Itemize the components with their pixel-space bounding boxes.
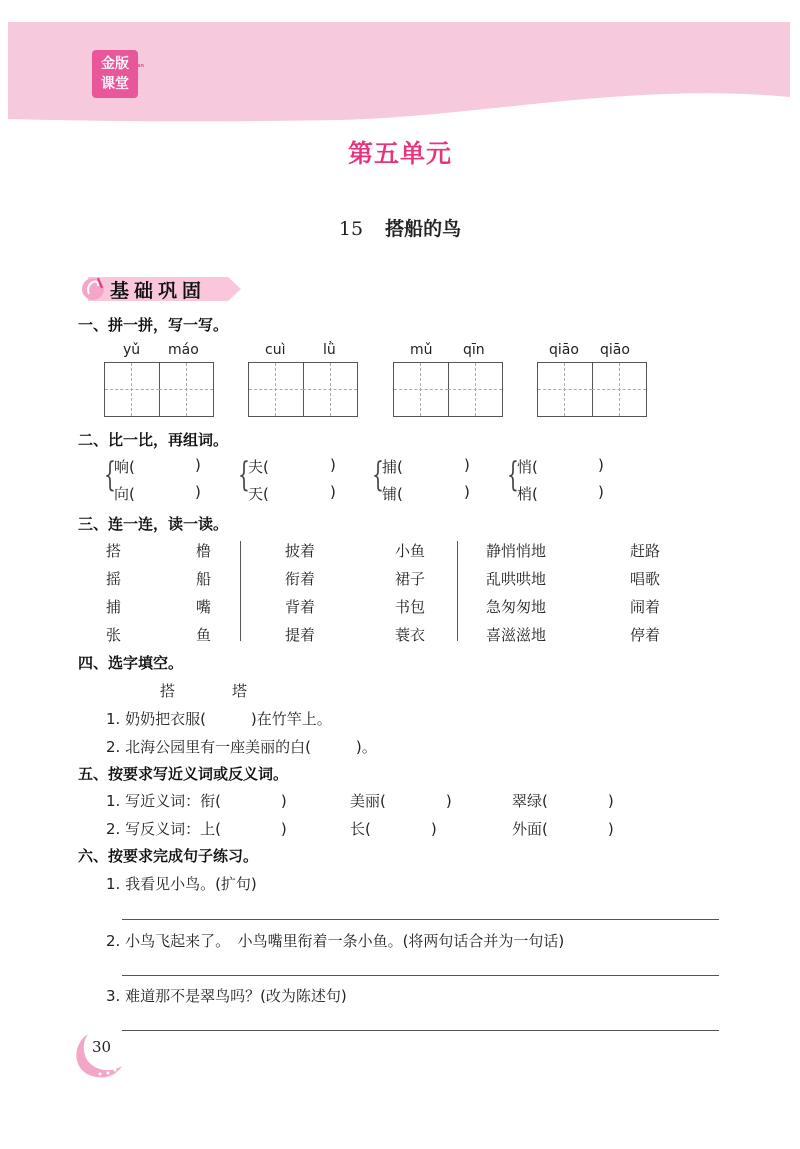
column-divider xyxy=(457,541,458,641)
logo-line1: 金版 xyxy=(101,56,129,72)
brace: { xyxy=(104,455,116,495)
compare-char: 夫( xyxy=(248,458,269,476)
paren-close: ) xyxy=(195,456,201,474)
pinyin: qiāo xyxy=(600,342,630,358)
compare-char: 向( xyxy=(114,485,135,503)
match-word[interactable]: 急匆匆地 xyxy=(486,598,547,616)
writing-grid[interactable] xyxy=(393,362,503,417)
paren-close: ) xyxy=(598,483,604,501)
match-word[interactable]: 衔着 xyxy=(285,570,316,588)
choice-char: 搭 xyxy=(160,682,176,700)
logo-small: jinban xyxy=(126,63,144,69)
match-word[interactable]: 捕 xyxy=(106,598,122,616)
answer-line[interactable] xyxy=(122,919,719,920)
lesson-number: 15 xyxy=(338,218,364,240)
synonym-item[interactable]: 翠绿( ) xyxy=(512,792,614,810)
match-word[interactable]: 唱歌 xyxy=(630,570,661,588)
match-word[interactable]: 乱哄哄地 xyxy=(486,570,547,588)
paren-close: ) xyxy=(330,483,336,501)
match-word[interactable]: 提着 xyxy=(285,626,316,644)
antonym-item[interactable]: 外面( ) xyxy=(512,820,614,838)
pinyin: qīn xyxy=(463,342,485,358)
match-word[interactable]: 搭 xyxy=(106,542,122,560)
match-word[interactable]: 鱼 xyxy=(196,626,212,644)
synonym-item[interactable]: 1. 写近义词：衔( ) xyxy=(106,792,287,810)
paren-close: ) xyxy=(598,456,604,474)
match-word[interactable]: 喜滋滋地 xyxy=(486,626,547,644)
section-label: 基础巩固 xyxy=(110,280,207,302)
choice-char: 塔 xyxy=(232,682,248,700)
synonym-item[interactable]: 美丽( ) xyxy=(350,792,452,810)
match-word[interactable]: 书包 xyxy=(395,598,426,616)
pinyin: mǔ xyxy=(410,342,433,358)
brace: { xyxy=(372,455,384,495)
lesson-title xyxy=(0,214,800,241)
match-word[interactable]: 裙子 xyxy=(395,570,426,588)
match-word[interactable]: 嘴 xyxy=(196,598,212,616)
paren-close: ) xyxy=(464,456,470,474)
writing-grid[interactable] xyxy=(104,362,214,417)
q3-title: 三、连一连，读一读。 xyxy=(78,515,229,533)
paren-close: ) xyxy=(195,483,201,501)
writing-grid[interactable] xyxy=(537,362,647,417)
paren-close: ) xyxy=(464,483,470,501)
sentence-task: 2. 小鸟飞起来了。 小鸟嘴里衔着一条小鱼。(将两句话合并为一句话) xyxy=(106,932,565,950)
pinyin: yǔ xyxy=(123,342,141,358)
match-word[interactable]: 背着 xyxy=(285,598,316,616)
pinyin: lǜ xyxy=(323,342,336,358)
fill-sentence[interactable]: 1. 奶奶把衣服( )在竹竿上。 xyxy=(106,710,332,728)
antonym-item[interactable]: 2. 写反义词：上( ) xyxy=(106,820,287,838)
compare-char: 悄( xyxy=(517,458,538,476)
compare-char: 铺( xyxy=(382,485,403,503)
writing-grid[interactable] xyxy=(248,362,358,417)
q1-title: 一、拼一拼，写一写。 xyxy=(78,316,229,334)
antonym-item[interactable]: 长( ) xyxy=(350,820,437,838)
page-number: 30 xyxy=(92,1038,112,1056)
sentence-task: 1. 我看见小鸟。(扩句) xyxy=(106,875,257,893)
pinyin: qiāo xyxy=(549,342,579,358)
q2-title: 二、比一比，再组词。 xyxy=(78,431,229,449)
pinyin: máo xyxy=(168,342,199,358)
match-word[interactable]: 披着 xyxy=(285,542,316,560)
match-word[interactable]: 蓑衣 xyxy=(395,626,426,644)
q5-title: 五、按要求写近义词或反义词。 xyxy=(78,765,289,783)
match-word[interactable]: 摇 xyxy=(106,570,122,588)
q4-title: 四、选字填空。 xyxy=(78,654,184,672)
fill-sentence[interactable]: 2. 北海公园里有一座美丽的白( )。 xyxy=(106,738,377,756)
unit-title: 第五单元 xyxy=(347,139,452,168)
match-word[interactable]: 静悄悄地 xyxy=(486,542,547,560)
match-word[interactable]: 张 xyxy=(106,626,122,644)
match-word[interactable]: 闹着 xyxy=(630,598,661,616)
moon-icon xyxy=(70,1032,130,1080)
match-word[interactable]: 船 xyxy=(196,570,212,588)
pinyin: cuì xyxy=(265,342,286,358)
answer-line[interactable] xyxy=(122,1030,719,1031)
match-word[interactable]: 赶路 xyxy=(630,542,661,560)
compare-char: 梢( xyxy=(517,485,538,503)
q6-title: 六、按要求完成句子练习。 xyxy=(78,847,259,865)
compare-char: 捕( xyxy=(382,458,403,476)
match-word[interactable]: 小鱼 xyxy=(395,542,426,560)
paren-close: ) xyxy=(330,456,336,474)
brace: { xyxy=(507,455,519,495)
publisher-logo xyxy=(92,50,144,98)
lesson-name: 搭船的鸟 xyxy=(385,218,462,240)
match-word[interactable]: 橹 xyxy=(196,542,212,560)
section-badge xyxy=(78,274,243,304)
brace: { xyxy=(238,455,250,495)
sentence-task: 3. 难道那不是翠鸟吗？(改为陈述句) xyxy=(106,987,347,1005)
answer-line[interactable] xyxy=(122,975,719,976)
compare-char: 响( xyxy=(114,458,135,476)
column-divider xyxy=(240,541,241,641)
compare-char: 天( xyxy=(248,485,269,503)
match-word[interactable]: 停着 xyxy=(630,626,661,644)
logo-line2: 课堂 xyxy=(101,76,129,92)
